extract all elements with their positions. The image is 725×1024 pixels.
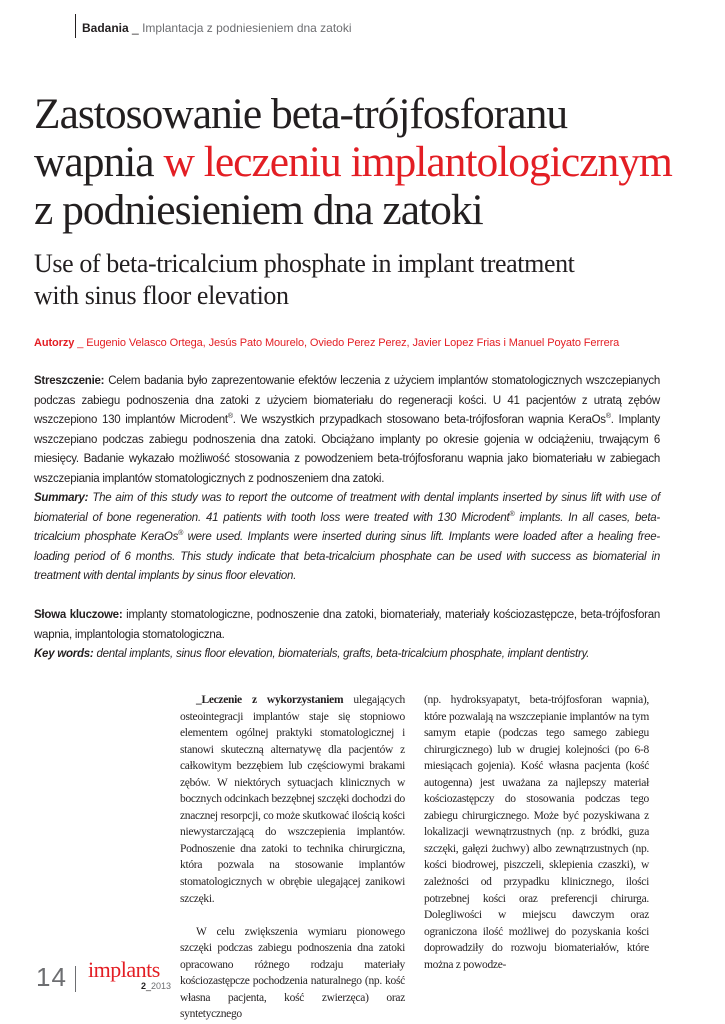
keywords-en-paragraph [34,645,660,665]
issue-year: 2013 [151,981,172,991]
journal-logo: implants [88,957,160,982]
streszczenie-text-a: Celem badania było zaprezentowanie efektów leczenia z użyciem implantów stomatologicznych wszczepianych podczas zabiegu podnoszenia dna zatoki z użyciem biomateriału do regeneracji kości. U 41 pacjentów z utratą zębów wszczepiono 130 implantów Microdent [34,375,660,426]
registered-mark: ® [227,413,233,421]
issue-label [141,981,171,991]
title-pl-line-2 [34,138,714,186]
title-en-line-1: Use of beta-tricalcium phosphate in implant treatment [34,249,575,278]
body-paragraph-3: (np. hydroksyapatyt, beta-trójfosforan wapnia), które pozwalają na wszczepianie implantów na tym samym etapie (podczas tego samego zabiegu chirurgicznego) lub w drugiej kolejności (po 6-8 miesiącach gojenia). Kość własna pacjenta (kość autogenna) jest uważana za najlepszy materiał kościozastępczy do stosowania podczas tego zabiegu chirurgicznego. Może być pozyskiwana z lokalizacji wewnątrzustnych (np. z bródki, guza szczęki, gałęzi żuchwy) albo zewnątrzustnych (np. kości biodrowej, piszczeli, sklepienia czaszki), w zależności od przypadku klinicznego, ilości potrzebnej kości oraz preferencji chirurga. Dolegliwości w miejscu dawczym oraz ograniczona ilość możliwej do pozyskania kości doprowadziły do rozwoju biomateriałów, które można z powodze- [424,694,649,971]
abstract-block [34,372,660,665]
issue-number: 2 [141,981,147,991]
body-paragraph-2: W celu zwiększenia wymiaru pionowego szczęki podczas zabiegu podnoszenia dna zatoki opracowano różnego rodzaju materiały kościozastępcze pochodzenia naturalnego (np. kość własna pacjenta, kość zwierzęca) oraz syntetycznego [180,925,405,1021]
summary-text-a: The aim of this study was to report the outcome of treatment with dental implants inserted by sinus lift with use of biomaterial of bone regeneration. 41 patients with tooth loss were treated with 130 Microdent [34,492,660,524]
body-text-1: ulegających osteointegracji implantów staje się stopniowo elementem ogólnej praktyki stomatologicznej i stanowi skuteczną alternatywę dla pacjentów z całkowitym bezzębiem lub częściowymi brakami zębów. W niektórych sytuacjach klinicznych w bocznych odcinkach bezzębnej szczęki dochodzi do znacznej resorpcji, co może skutkować ilością kości niewystarczającą do wszczepienia implantów. Podnoszenie dna zatoki to technika chirurgiczna, która pozwala na stosowanie implantów stomatologicznych w obrębie ulegającej zanikowi szczęki. [180,694,406,905]
body-column-1 [180,692,405,1023]
footer-rule [75,966,76,992]
body-paragraph-1 [180,692,405,907]
streszczenie-text-c: . Implanty wszczepiano podczas zabiegu podnoszenia dna zatoki. Obciążano implanty po okresie gojenia w odciążeniu, trwającym 6 miesięcy. Badanie wykazało możliwość stosowania z powodzeniem beta-trójfosforanu wapnia jako biomateriału w zabiegach wszczepiania implantów stomatologicznych z podnoszeniem dna zatoki. [34,414,660,485]
keywords-pl-text: implanty stomatologiczne, podnoszenie dna zatoki, biomateriały, materiały kościozastępcze, beta-trójfosforan wapnia, implantologia stomatologiczna. [34,609,661,641]
article-title-pl [34,90,714,234]
title-pl-highlight: w leczeniu implantologicznym [163,138,672,186]
title-en-line-2: with sinus floor elevation [34,281,289,310]
streszczenie-paragraph [34,372,660,489]
header-subtitle: Implantacja z podniesieniem dna zatoki [142,21,352,35]
registered-mark: ® [178,530,184,538]
registered-mark: ® [509,510,515,518]
title-pl-black: wapnia [34,138,154,186]
authors-label: Autorzy [34,337,75,349]
authors-line [34,336,619,350]
page-number: 14 [36,962,67,992]
keywords-en-text: dental implants, sinus floor elevation, biomaterials, grafts, beta-tricalcium phosphate, implant dentistry. [96,648,590,660]
running-header [82,21,352,35]
summary-text-c: were used. Implants were inserted during sinus lift. Implants were loaded after a healing free-loading period of 6 months. This study indicate that beta-tricalcium phosphate can be used with success as biomaterial in treatment with dental implants by sinus floor elevation. [34,531,661,582]
authors-names: Eugenio Velasco Ortega, Jesús Pato Mourelo, Oviedo Perez Perez, Javier Lopez Frias i Manuel Poyato Ferrera [86,337,620,349]
keywords-pl-label: Słowa kluczowe: [34,609,123,621]
authors-separator: _ [77,337,84,349]
header-rule [75,14,76,38]
header-separator: _ [132,21,139,35]
registered-mark: ® [605,413,611,421]
article-title-en [34,248,714,312]
header-section: Badania [82,21,129,35]
summary-label: Summary: [34,492,89,504]
body-lead-in: _Leczenie z wykorzystaniem [196,694,344,706]
summary-text-b: implants. In all cases, beta-tricalcium phosphate KeraOs [34,511,660,543]
title-pl-line-3: z podniesieniem dna zatoki [34,186,483,234]
summary-paragraph [34,489,660,587]
streszczenie-text-b: . We wszystkich przypadkach stosowano beta-trójfosforan wapnia KeraOs [232,414,606,426]
keywords-pl-paragraph [34,606,660,645]
issue-separator: _ [146,981,152,991]
body-column-2 [424,692,649,973]
title-pl-line-1: Zastosowanie beta-trójfosforanu [34,90,568,138]
keywords-en-label: Key words: [34,648,94,660]
streszczenie-label: Streszczenie: [34,375,105,387]
